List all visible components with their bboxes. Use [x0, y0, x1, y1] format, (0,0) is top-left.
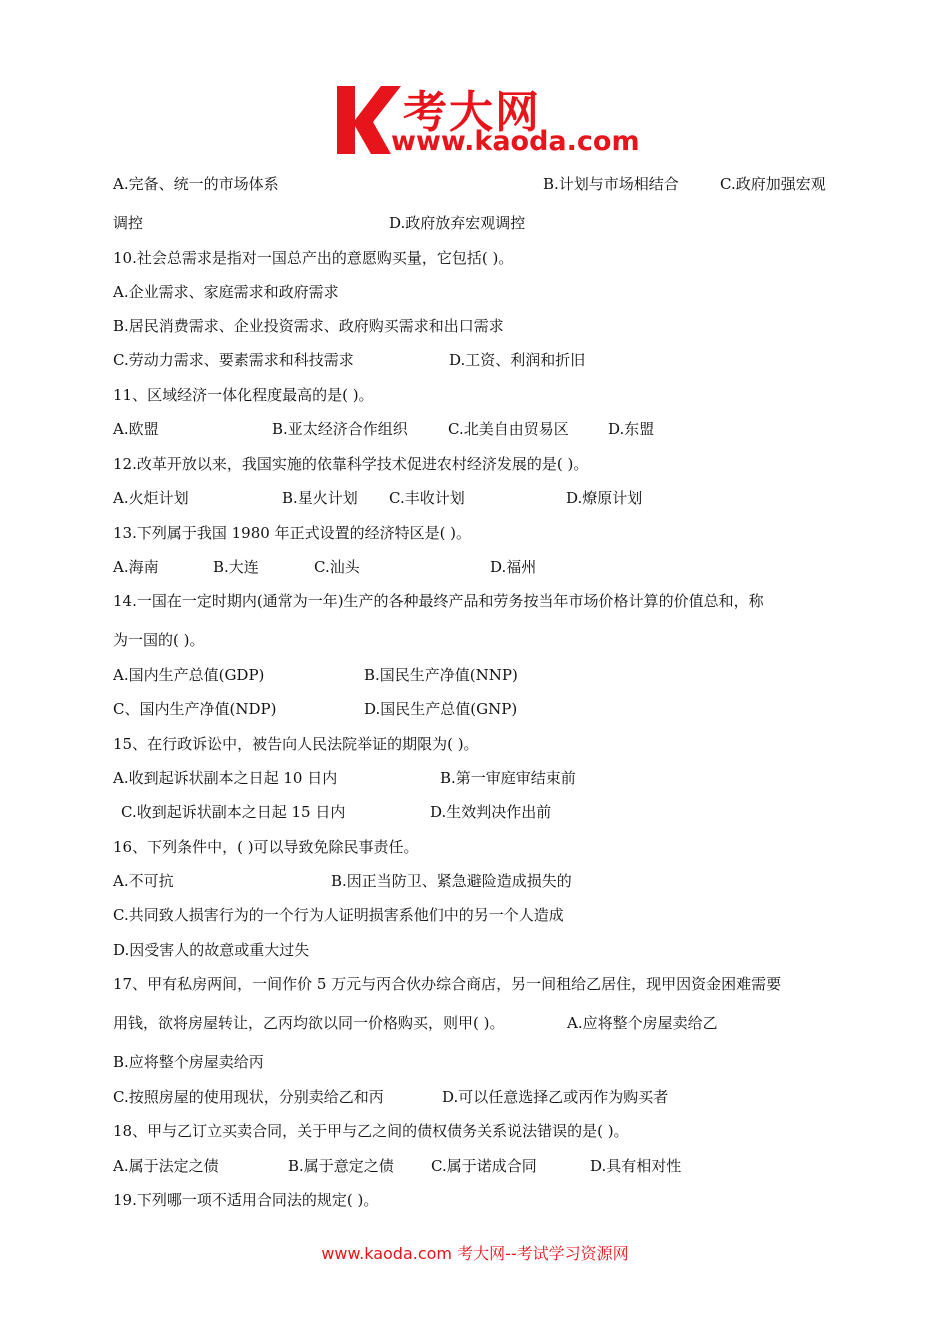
text-line-1-segment-1: A.完备、统一的市场体系	[113, 175, 279, 193]
text-line-16-segment-1: C、国内生产净值(NDP)	[113, 700, 277, 718]
logo-url-text: www.kaoda.com	[391, 126, 640, 157]
text-line-27-segment-2: D.可以任意选择乙或丙作为购买者	[442, 1088, 669, 1106]
text-line-17-segment-1: 15、在行政诉讼中，被告向人民法院举证的期限为( )。	[113, 735, 479, 753]
text-line-8-segment-1: A.欧盟	[113, 420, 159, 438]
text-line-7-segment-1: 11、区域经济一体化程度最高的是( )。	[113, 386, 374, 404]
text-line-10-segment-1: A.火炬计划	[113, 489, 189, 507]
text-line-11-segment-1: 13.下列属于我国 1980 年正式设置的经济特区是( )。	[113, 524, 472, 542]
text-line-29-segment-1: A.属于法定之债	[113, 1157, 219, 1175]
text-line-5-segment-1: B.居民消费需求、企业投资需求、政府购买需求和出口需求	[113, 317, 504, 335]
text-line-14-segment-1: 为一国的( )。	[113, 631, 205, 649]
text-line-2-segment-2: D.政府放弃宏观调控	[389, 214, 526, 232]
text-line-30-segment-1: 19.下列哪一项不适用合同法的规定( )。	[113, 1191, 379, 1209]
text-line-1-segment-3: C.政府加强宏观	[720, 175, 826, 193]
text-line-16-segment-2: D.国民生产总值(GNP)	[364, 700, 518, 718]
text-line-6-segment-2: D.工资、利润和折旧	[449, 351, 586, 369]
text-line-12-segment-4: D.福州	[490, 558, 537, 576]
text-line-12-segment-1: A.海南	[113, 558, 159, 576]
text-line-21-segment-2: B.因正当防卫、紧急避险造成损失的	[331, 872, 572, 890]
text-line-18-segment-2: B.第一审庭审结束前	[440, 769, 576, 787]
text-line-26-segment-1: B.应将整个房屋卖给丙	[113, 1053, 264, 1071]
text-line-19-segment-2: D.生效判决作出前	[430, 803, 552, 821]
text-line-6-segment-1: C.劳动力需求、要素需求和科技需求	[113, 351, 354, 369]
text-line-24-segment-1: 17、甲有私房两间，一间作价 5 万元与丙合伙办综合商店，另一间租给乙居住，现甲因资金困难需要	[113, 975, 782, 993]
text-line-25-segment-2: A.应将整个房屋卖给乙	[567, 1014, 718, 1032]
kaoda-logo	[333, 80, 653, 162]
text-line-29-segment-3: C.属于诺成合同	[431, 1157, 537, 1175]
text-line-29-segment-4: D.具有相对性	[590, 1157, 682, 1175]
text-line-10-segment-3: C.丰收计划	[389, 489, 465, 507]
text-line-12-segment-2: B.大连	[213, 558, 259, 576]
text-line-4-segment-1: A.企业需求、家庭需求和政府需求	[113, 283, 339, 301]
text-line-8-segment-3: C.北美自由贸易区	[448, 420, 569, 438]
text-line-1-segment-2: B.计划与市场相结合	[543, 175, 679, 193]
text-line-3-segment-1: 10.社会总需求是指对一国总产出的意愿购买量，它包括( )。	[113, 249, 514, 267]
text-line-13-segment-1: 14.一国在一定时期内(通常为一年)生产的各种最终产品和劳务按当年市场价格计算的价值总和，称	[113, 592, 764, 610]
text-line-20-segment-1: 16、下列条件中，( )可以导致免除民事责任。	[113, 838, 419, 856]
text-line-28-segment-1: 18、甲与乙订立买卖合同，关于甲与乙之间的债权债务关系说法错误的是( )。	[113, 1122, 629, 1140]
text-line-8-segment-2: B.亚太经济合作组织	[272, 420, 408, 438]
text-line-25-segment-1: 用钱，欲将房屋转让，乙丙均欲以同一价格购买，则甲( )。	[113, 1014, 505, 1032]
text-line-18-segment-1: A.收到起诉状副本之日起 10 日内	[113, 769, 338, 787]
text-line-9-segment-1: 12.改革开放以来，我国实施的依靠科学技术促进农村经济发展的是( )。	[113, 455, 589, 473]
text-line-22-segment-1: C.共同致人损害行为的一个行为人证明损害系他们中的另一个人造成	[113, 906, 564, 924]
text-line-2-segment-1: 调控	[113, 214, 144, 232]
text-line-12-segment-3: C.汕头	[314, 558, 360, 576]
text-line-27-segment-1: C.按照房屋的使用现状，分别卖给乙和丙	[113, 1088, 384, 1106]
text-line-10-segment-4: D.燎原计划	[566, 489, 643, 507]
text-line-23-segment-1: D.因受害人的故意或重大过失	[113, 941, 310, 959]
text-line-29-segment-2: B.属于意定之债	[288, 1157, 394, 1175]
text-line-21-segment-1: A.不可抗	[113, 872, 174, 890]
text-line-15-segment-1: A.国内生产总值(GDP)	[113, 666, 265, 684]
footer-text: www.kaoda.com 考大网--考试学习资源网	[321, 1244, 629, 1263]
text-line-8-segment-4: D.东盟	[608, 420, 655, 438]
text-line-15-segment-2: B.国民生产净值(NNP)	[364, 666, 518, 684]
logo-chinese-text: 考大网	[403, 87, 541, 138]
text-line-19-segment-1: C.收到起诉状副本之日起 15 日内	[121, 803, 346, 821]
text-line-10-segment-2: B.星火计划	[282, 489, 358, 507]
